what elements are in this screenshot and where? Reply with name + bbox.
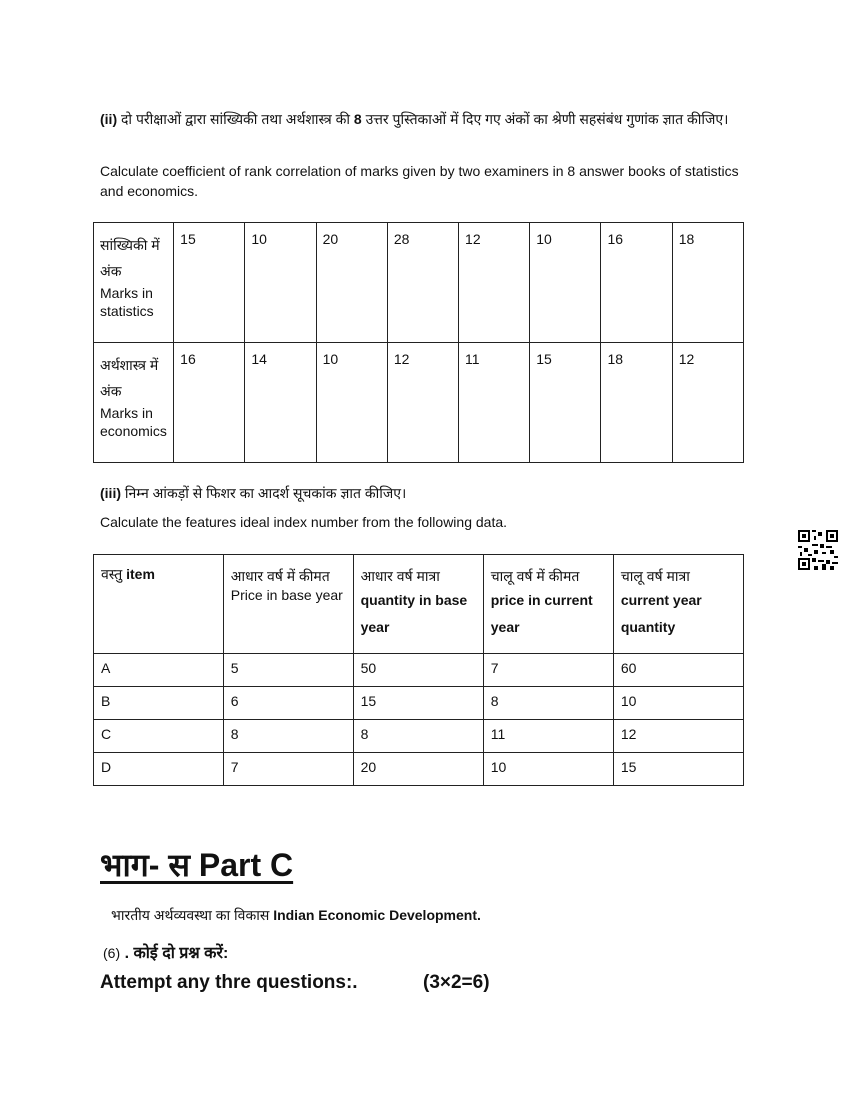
header-hindi: वस्तु xyxy=(101,566,123,582)
header-base-price xyxy=(223,555,353,654)
table-cell: 7 xyxy=(483,654,613,687)
subject-line xyxy=(111,906,481,925)
header-english: price in current year xyxy=(490,592,593,635)
question-6-instruction xyxy=(103,941,228,963)
header-english: item xyxy=(126,566,155,582)
header-english: quantity in base year xyxy=(360,592,468,635)
header-base-quantity xyxy=(353,555,483,654)
table-row xyxy=(94,720,744,753)
table-cell: 15 xyxy=(613,753,743,786)
qr-code-icon xyxy=(798,530,838,570)
table-cell: 18 xyxy=(601,343,672,463)
question-ii-english: Calculate coefficient of rank correlation of marks given by two examiners in 8 answer books of statistics and economics. xyxy=(100,163,739,199)
table-row xyxy=(94,654,744,687)
table-cell: A xyxy=(94,654,224,687)
header-hindi: आधार वर्ष में कीमत xyxy=(230,568,330,584)
table-cell: 15 xyxy=(353,687,483,720)
table-cell: 28 xyxy=(387,223,458,343)
header-english: current year quantity xyxy=(620,592,702,635)
question-ii-hindi-count: 8 xyxy=(353,111,362,127)
row-label-economics xyxy=(94,343,174,463)
table-cell: 5 xyxy=(223,654,353,687)
question-ii-hindi xyxy=(100,105,760,133)
table-cell: 20 xyxy=(353,753,483,786)
header-current-quantity xyxy=(613,555,743,654)
table-cell: 15 xyxy=(174,223,245,343)
table-cell: 12 xyxy=(387,343,458,463)
table-cell: 16 xyxy=(601,223,672,343)
header-hindi: चालू वर्ष मात्रा xyxy=(620,568,690,584)
table-cell: 7 xyxy=(223,753,353,786)
question-iii-number: (iii) xyxy=(100,485,121,501)
table-cell: B xyxy=(94,687,224,720)
header-item xyxy=(94,555,224,654)
table-row xyxy=(94,687,744,720)
table-cell: 18 xyxy=(672,223,743,343)
fisher-index-table xyxy=(93,554,744,786)
table-cell: 10 xyxy=(613,687,743,720)
table-cell: 10 xyxy=(245,223,316,343)
table-cell: 8 xyxy=(353,720,483,753)
table-cell: 8 xyxy=(483,687,613,720)
header-hindi: चालू वर्ष में कीमत xyxy=(490,568,580,584)
table-cell: 10 xyxy=(530,223,601,343)
row-label-hindi: अर्थशास्त्र में अंक xyxy=(100,357,159,399)
header-hindi: आधार वर्ष मात्रा xyxy=(360,568,440,584)
table-cell: 11 xyxy=(483,720,613,753)
table-cell: 14 xyxy=(245,343,316,463)
attempt-instruction: Attempt any thre questions:. xyxy=(100,972,358,993)
question-6-hindi: . कोई दो प्रश्न करें: xyxy=(124,945,229,962)
table-cell: 50 xyxy=(353,654,483,687)
table-cell: 12 xyxy=(613,720,743,753)
row-label-statistics xyxy=(94,223,174,343)
table-cell: 10 xyxy=(483,753,613,786)
table-row xyxy=(94,343,744,463)
table-cell: 6 xyxy=(223,687,353,720)
question-ii-hindi-pre: दो परीक्षाओं द्वारा सांख्यिकी तथा अर्थशास्त्र की xyxy=(117,111,354,127)
table-cell: 20 xyxy=(316,223,387,343)
question-ii-hindi-post: उत्तर पुस्तिकाओं में दिए गए अंकों का श्रेणी सहसंबंध गुणांक ज्ञात कीजिए। xyxy=(361,111,729,127)
table-cell: 11 xyxy=(459,343,530,463)
part-c-heading: भाग- स Part C xyxy=(100,847,294,883)
row-label-english: Marks in economics xyxy=(100,405,167,439)
subject-english: Indian Economic Development. xyxy=(273,907,481,923)
table-cell: C xyxy=(94,720,224,753)
row-label-english: Marks in statistics xyxy=(100,285,154,319)
table-cell: 8 xyxy=(223,720,353,753)
question-ii-number: (ii) xyxy=(100,111,118,127)
question-iii-english: Calculate the features ideal index number from the following data. xyxy=(100,514,508,530)
table-row xyxy=(94,223,744,343)
table-cell: 12 xyxy=(672,343,743,463)
table-header-row xyxy=(94,555,744,654)
table-cell: 12 xyxy=(459,223,530,343)
table-cell: 60 xyxy=(613,654,743,687)
table-row xyxy=(94,753,744,786)
question-iii-hindi xyxy=(100,484,406,503)
table-cell: 10 xyxy=(316,343,387,463)
table-cell: D xyxy=(94,753,224,786)
question-6-number: (6) xyxy=(103,945,121,961)
question-iii-hindi-text: निम्न आंकड़ों से फिशर का आदर्श सूचकांक ज्ञात कीजिए। xyxy=(124,485,407,501)
table-cell: 15 xyxy=(530,343,601,463)
subject-hindi: भारतीय अर्थव्यवस्था का विकास xyxy=(111,907,270,923)
table-cell: 16 xyxy=(174,343,245,463)
header-english: Price in base year xyxy=(230,587,343,603)
rank-correlation-table xyxy=(93,222,744,463)
header-current-price xyxy=(483,555,613,654)
marks-allocation: (3×2=6) xyxy=(423,972,490,993)
row-label-hindi: सांख्यिकी में अंक xyxy=(100,237,160,279)
